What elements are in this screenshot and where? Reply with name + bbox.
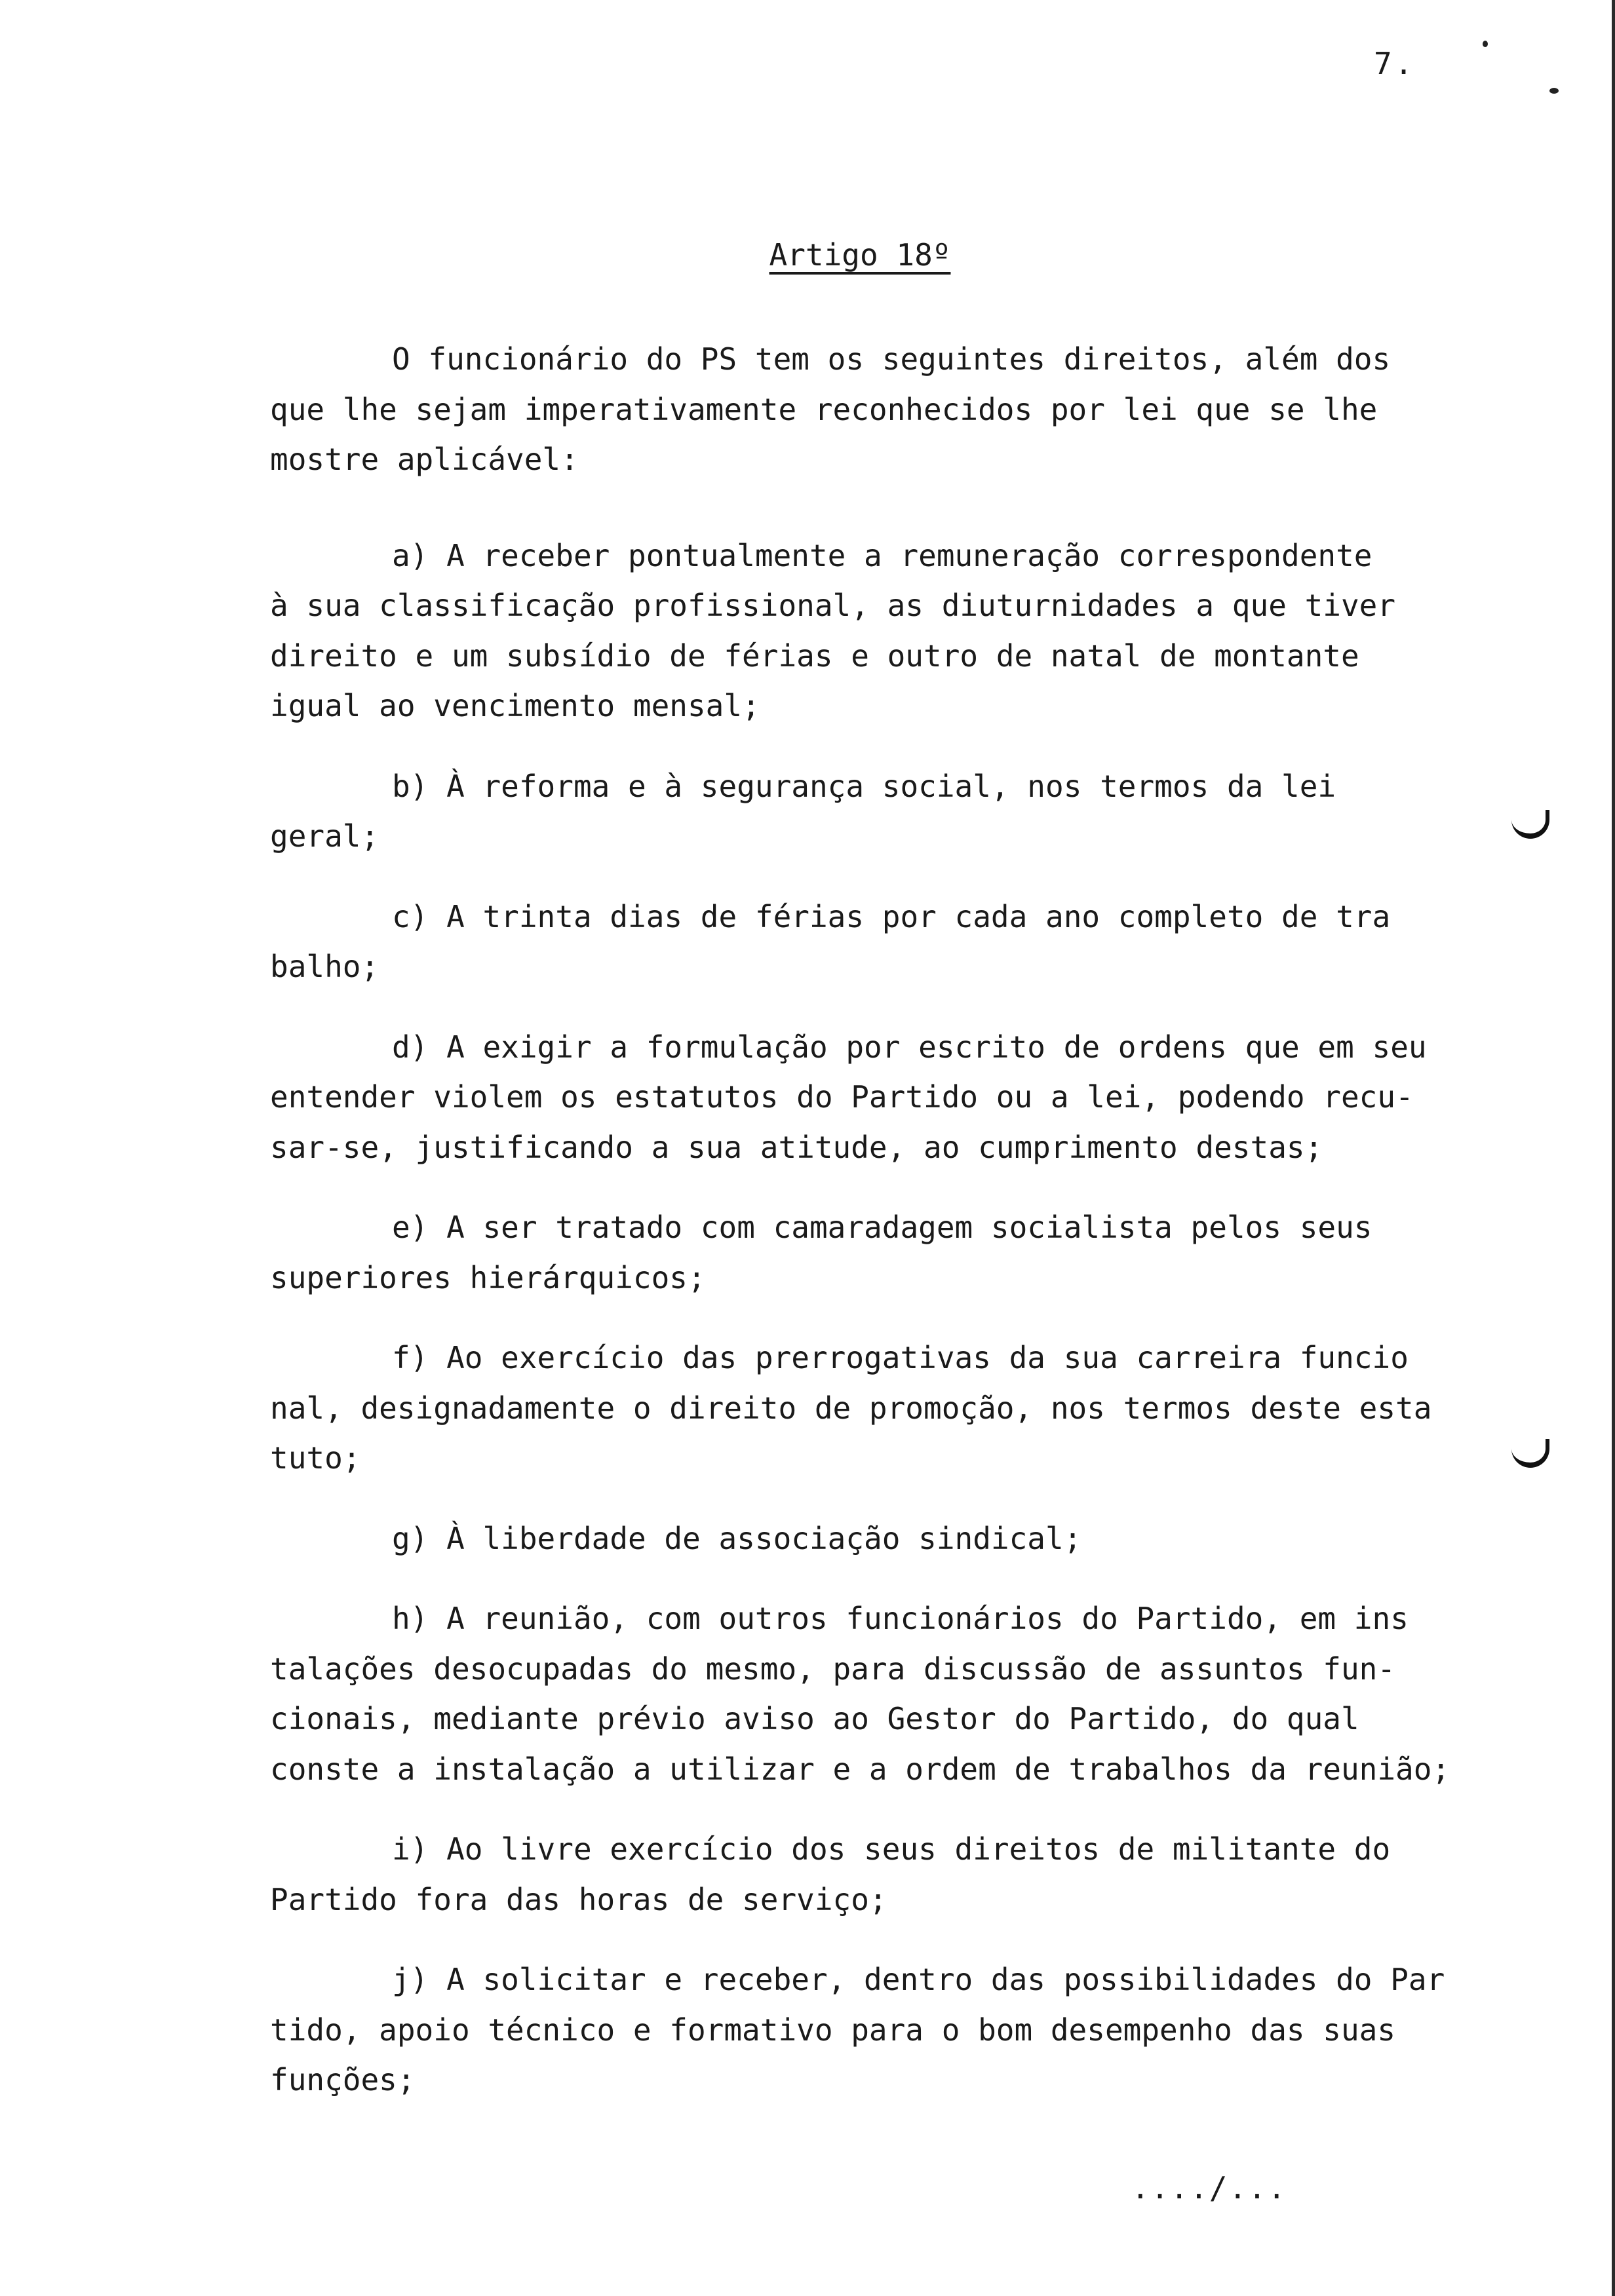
item-i: i) Ao livre exercício dos seus direitos de militante do Partido fora das horas de serviço; — [270, 1831, 1391, 1917]
scan-speck — [1483, 41, 1488, 47]
item-e: e) A ser tratado com camaradagem socialista pelos seus superiores hierárquicos; — [270, 1210, 1372, 1295]
scan-speck — [1549, 88, 1559, 94]
item-b: b) À reforma e à segurança social, nos termos da lei geral; — [270, 768, 1336, 854]
page-number: 7. — [1374, 46, 1416, 81]
item-g: g) À liberdade de associação sindical; — [392, 1520, 1082, 1556]
item-j: j) A solicitar e receber, dentro das possibilidades do Par tido, apoio técnico e formativo para o bom desempenho das suas funções; — [270, 1962, 1445, 2097]
article-body — [270, 334, 1555, 2135]
article-title-text: Artigo 18º — [769, 237, 951, 273]
item-f: f) Ao exercício das prerrogativas da sua carreira funcio nal, designadamente o direito de promoção, nos termos deste esta tuto; — [270, 1340, 1432, 1476]
item-c: c) A trinta dias de férias por cada ano completo de tra balho; — [270, 898, 1391, 984]
scan-edge-line — [1612, 0, 1615, 2296]
item-h: h) A reunião, com outros funcionários do Partido, em ins talações desocupadas do mesmo, para discussão de assuntos fun- cionais, mediante prévio aviso ao Gestor do Partido, do qual conste a instalação a utilizar e a ordem de trabalhos da reunião; — [270, 1601, 1450, 1787]
item-a: a) A receber pontualmente a remuneração correspondente à sua classificação profissional, as diuturnidades a que tiver direito e um subsídio de férias e outro de natal de montante igual ao vencimento mensal; — [270, 537, 1396, 723]
continuation-mark: ..../... — [1131, 2170, 1287, 2206]
article-title — [0, 237, 1615, 273]
item-d: d) A exigir a formulação por escrito de ordens que em seu entender violem os estatutos do Partido ou a lei, podendo recu- sar-se, justificando a sua atitude, ao cumprimento destas; — [270, 1029, 1427, 1165]
intro-paragraph: O funcionário do PS tem os seguintes direitos, além dos que lhe sejam imperativamente reconhecidos por lei que se lhe mostre aplicável: — [270, 341, 1391, 477]
